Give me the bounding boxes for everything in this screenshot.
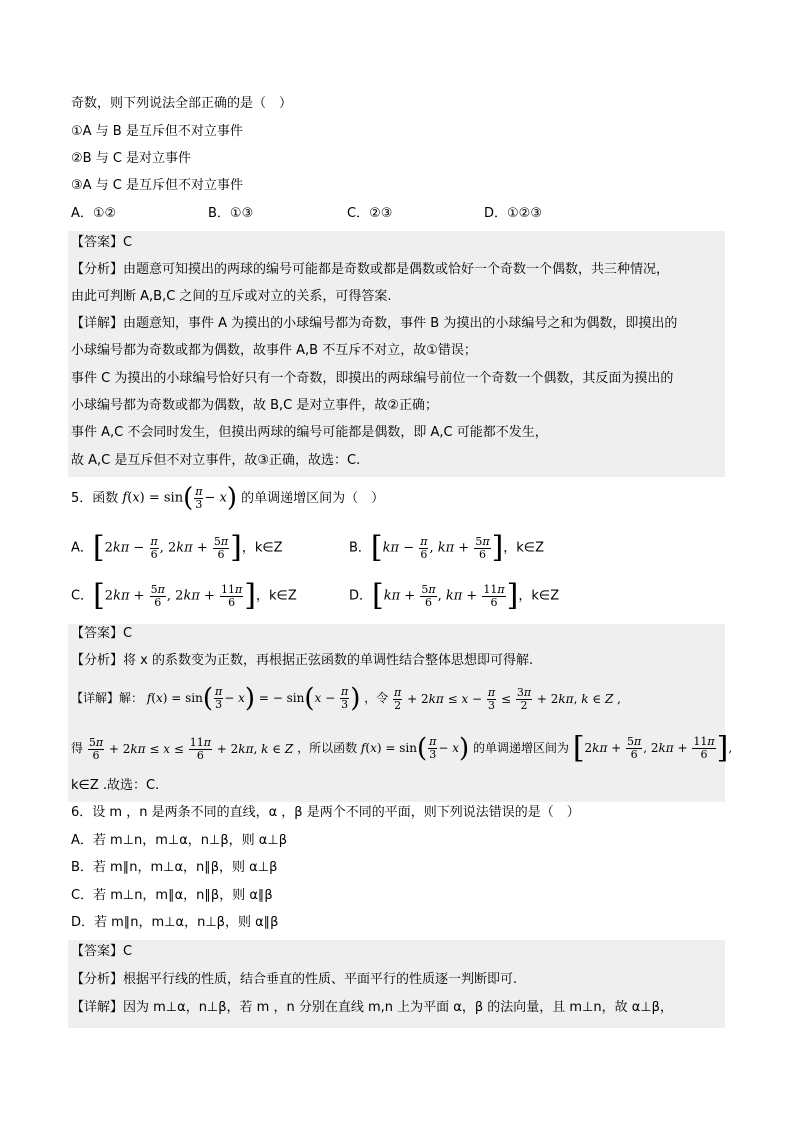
q4-analysis-2: 由此可判断 A,B,C 之间的互斥或对立的关系，可得答案.	[71, 289, 392, 304]
q5-option-d-tail: ，k∈Z	[518, 588, 560, 604]
q6-option-a: A．若 m⊥n，m⊥α，n⊥β，则 α⊥β	[71, 833, 287, 848]
q5-option-a-tail: ，k∈Z	[241, 540, 283, 556]
q5-option-b-label: B．	[349, 540, 371, 556]
q4-option-a: A．①②	[71, 206, 117, 221]
q6-option-b: B．若 m∥n，m⊥α，n∥β，则 α⊥β	[71, 860, 278, 875]
q4-detail-5: 事件 A,C 不会同时发生，但摸出两球的编号可能都是偶数，即 A,C 可能都不发生，	[71, 425, 548, 440]
q5-detail-label: 【详解】解：	[71, 691, 144, 705]
q5-option-d-label: D．	[349, 588, 373, 604]
q4-option-d: D．①②③	[484, 206, 542, 221]
q5-detail-formula-1: f(x) = sin( $\frac{\pi}{3}$ − x) = − sin(x − $\frac{\pi}{3}$ )	[146, 683, 361, 714]
q5-option-a-label: A．	[71, 540, 93, 556]
q4-detail-2: 小球编号都为奇数或都为偶数，故事件 A,B 不互斥不对立，故①错误；	[71, 343, 477, 358]
q4-detail-6: 故 A,C 是互斥但不对立事件，故③正确，故选：C.	[71, 453, 361, 468]
q4-stem: 奇数，则下列说法全部正确的是（ ）	[71, 96, 293, 111]
q4-option-c: C．②③	[347, 206, 393, 221]
q4-option-b: B．①③	[208, 206, 254, 221]
q6-answer: 【答案】C	[71, 944, 133, 959]
q4-detail-3: 事件 C 为摸出的小球编号恰好只有一个奇数，即摸出的两球编号前位一个奇数一个偶数，其反面为摸出的	[71, 371, 674, 386]
q4-statement-2: ②B 与 C 是对立事件	[71, 151, 192, 166]
q5-option-b: B．[kπ − $\frac{\pi}{6}$ , kπ + $\frac{5\pi}{6}$ ]，k∈Z	[349, 530, 545, 565]
q4-statement-3: ③A 与 C 是互斥但不对立事件	[71, 178, 244, 193]
q5-detail-formula-4: f(x) = sin( $\frac{\pi}{3}$ − x)	[360, 733, 470, 764]
q5-detail-2	[71, 730, 732, 766]
q5-option-c: C．[2kπ + $\frac{5\pi}{6}$ , 2kπ + $\frac{11\pi}{6}$ ]，k∈Z	[71, 578, 297, 613]
q5-stem	[71, 480, 384, 516]
q4-analysis-1: 【分析】由题意可知摸出的两球的编号可能都是奇数或都是偶数或恰好一个奇数一个偶数，共三种情况，	[71, 262, 670, 277]
q6-option-d: D．若 m∥n，m⊥α，n⊥β，则 α∥β	[71, 915, 279, 930]
q5-stem-suffix: 的单调递增区间为（ ）	[241, 490, 385, 506]
q5-detail-3: k∈Z .故选：C.	[71, 778, 160, 793]
q6-detail: 【详解】因为 m⊥α，n⊥β，若 m ，n 分别在直线 m,n 上为平面 α，β 的法向量，且 m⊥n，故 α⊥β，	[71, 1000, 673, 1015]
q6-analysis: 【分析】根据平行线的性质，结合垂直的性质、平面平行的性质逐一判断即可.	[71, 972, 518, 987]
q5-detail-interval-text: 的单调递增区间为	[472, 741, 569, 755]
q5-stem-prefix: 5．函数	[71, 490, 119, 506]
q5-detail-formula-3: $\frac{5\pi}{6}$ + 2kπ ≤ x ≤ $\frac{11\pi}{6}$ + 2kπ, k ∈ Z	[88, 735, 294, 762]
q5-option-c-tail: ，k∈Z	[256, 588, 297, 604]
q4-detail-4: 小球编号都为奇数或都为偶数，故 B,C 是对立事件，故②正确；	[71, 398, 439, 413]
q5-detail-therefore: ，所以函数	[297, 741, 358, 755]
q5-analysis: 【分析】将 x 的系数变为正数，再根据正弦函数的单调性结合整体思想即可得解.	[71, 653, 534, 668]
q5-detail-let: ，令	[364, 691, 389, 705]
q4-detail-1: 【详解】由题意知，事件 A 为摸出的小球编号都为奇数，事件 B 为摸出的小球编号之和为偶数，即摸出的	[71, 316, 678, 331]
q5-detail-formula-5: [2kπ + $\frac{5\pi}{6}$ , 2kπ + $\frac{11\pi}{6}$ ],	[572, 730, 733, 766]
q5-answer: 【答案】C	[71, 626, 133, 641]
q5-function-formula: f(x) = sin( $\frac{\pi}{3}$ − x)	[122, 483, 238, 513]
q5-option-d: D．[kπ + $\frac{5\pi}{6}$ , kπ + $\frac{11\pi}{6}$ ]，k∈Z	[349, 578, 560, 613]
q6-option-c: C．若 m⊥n，m∥α，n∥β，则 α∥β	[71, 888, 273, 903]
q6-stem: 6．设 m ，n 是两条不同的直线，α ，β 是两个不同的平面，则下列说法错误的是（ ）	[71, 805, 580, 820]
q5-detail-so: 得	[71, 741, 84, 755]
q5-option-b-tail: ，k∈Z	[503, 540, 545, 556]
q4-statement-1: ①A 与 B 是互斥但不对立事件	[71, 124, 243, 139]
q5-detail-formula-2: $\frac{\pi}{2}$ + 2kπ ≤ x − $\frac{\pi}{3}$ ≤ $\frac{3\pi}{2}$ + 2kπ, k ∈ Z ,	[394, 685, 621, 712]
q5-option-c-label: C．	[71, 588, 94, 604]
q5-detail-1	[71, 680, 621, 716]
q5-option-a: A．[2kπ − $\frac{\pi}{6}$ , 2kπ + $\frac{5\pi}{6}$ ]，k∈Z	[71, 530, 283, 565]
q4-answer: 【答案】C	[71, 235, 133, 250]
